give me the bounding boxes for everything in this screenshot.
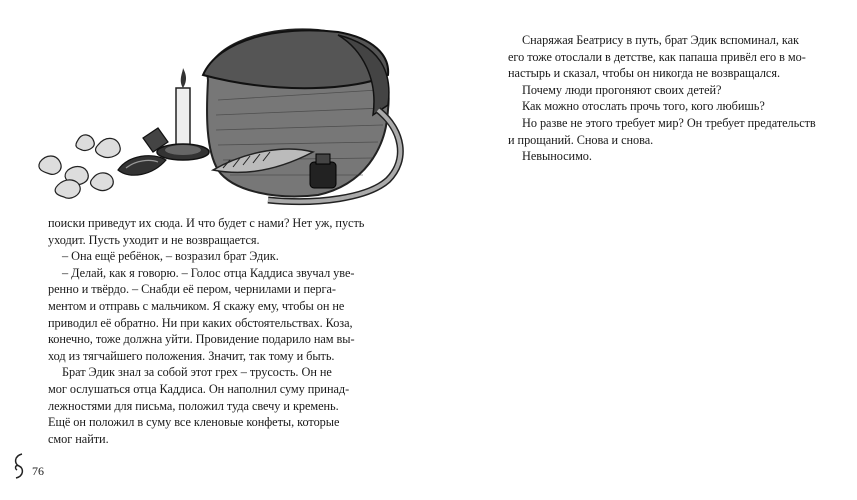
page-folio	[10, 452, 44, 485]
paragraph: Но разве не этого требует мир? Он требует предательств	[522, 115, 816, 130]
paragraph: и прощаний. Снова и снова.	[508, 132, 654, 147]
paragraph: конечно, тоже должна уйти. Провидение подарило нам вы-	[48, 332, 355, 347]
paragraph: его тоже отослали в детстве, как папаша привёл его в мо-	[508, 49, 806, 64]
right-page-text	[508, 32, 826, 165]
paragraph: ход из тягчайшего положения. Значит, так тому и быть.	[48, 348, 335, 363]
paragraph: Ещё он положил в суму все кленовые конфеты, которые	[48, 415, 340, 430]
paragraph: Невыносимо.	[522, 149, 592, 164]
paragraph: Как можно отослать прочь того, кого любишь?	[522, 99, 765, 114]
left-page-text	[48, 215, 428, 447]
paragraph: – Делай, как я говорю. – Голос отца Каддиса звучал уве-	[62, 265, 355, 280]
paragraph: уходит. Пусть уходит и не возвращается.	[48, 232, 260, 247]
paragraph: Брат Эдик знал за собой этот грех – трусость. Он не	[62, 365, 332, 380]
paragraph: ментом и отправь с мальчиком. Я скажу ему, чтобы он не	[48, 298, 345, 313]
satchel-candle-cookies-quill-inkwell-illustration	[18, 20, 418, 210]
paragraph: приводил её обратно. Ни при каких обстоятельствах. Коза,	[48, 315, 353, 330]
paragraph: мог ослушаться отца Каддиса. Он наполнил суму принад-	[48, 381, 350, 396]
paragraph: смог найти.	[48, 431, 109, 446]
page-number: 76	[32, 464, 44, 478]
paragraph: ренно и твёрдо. – Снабди её пером, чернилами и перга-	[48, 282, 336, 297]
paragraph: поиски приведут их сюда. И что будет с нами? Нет уж, пусть	[48, 216, 365, 230]
paragraph: – Она ещё ребёнок, – возразил брат Эдик.	[62, 249, 279, 264]
curl-ornament-icon	[10, 452, 28, 485]
paragraph: лежностями для письма, положил туда свечу и кремень.	[48, 398, 339, 413]
paragraph: настырь и сказал, чтобы он никогда не возвращался.	[508, 66, 780, 81]
paragraph: Почему люди прогоняют своих детей?	[522, 82, 722, 97]
paragraph: Снаряжая Беатрису в путь, брат Эдик вспоминал, как	[522, 33, 799, 47]
